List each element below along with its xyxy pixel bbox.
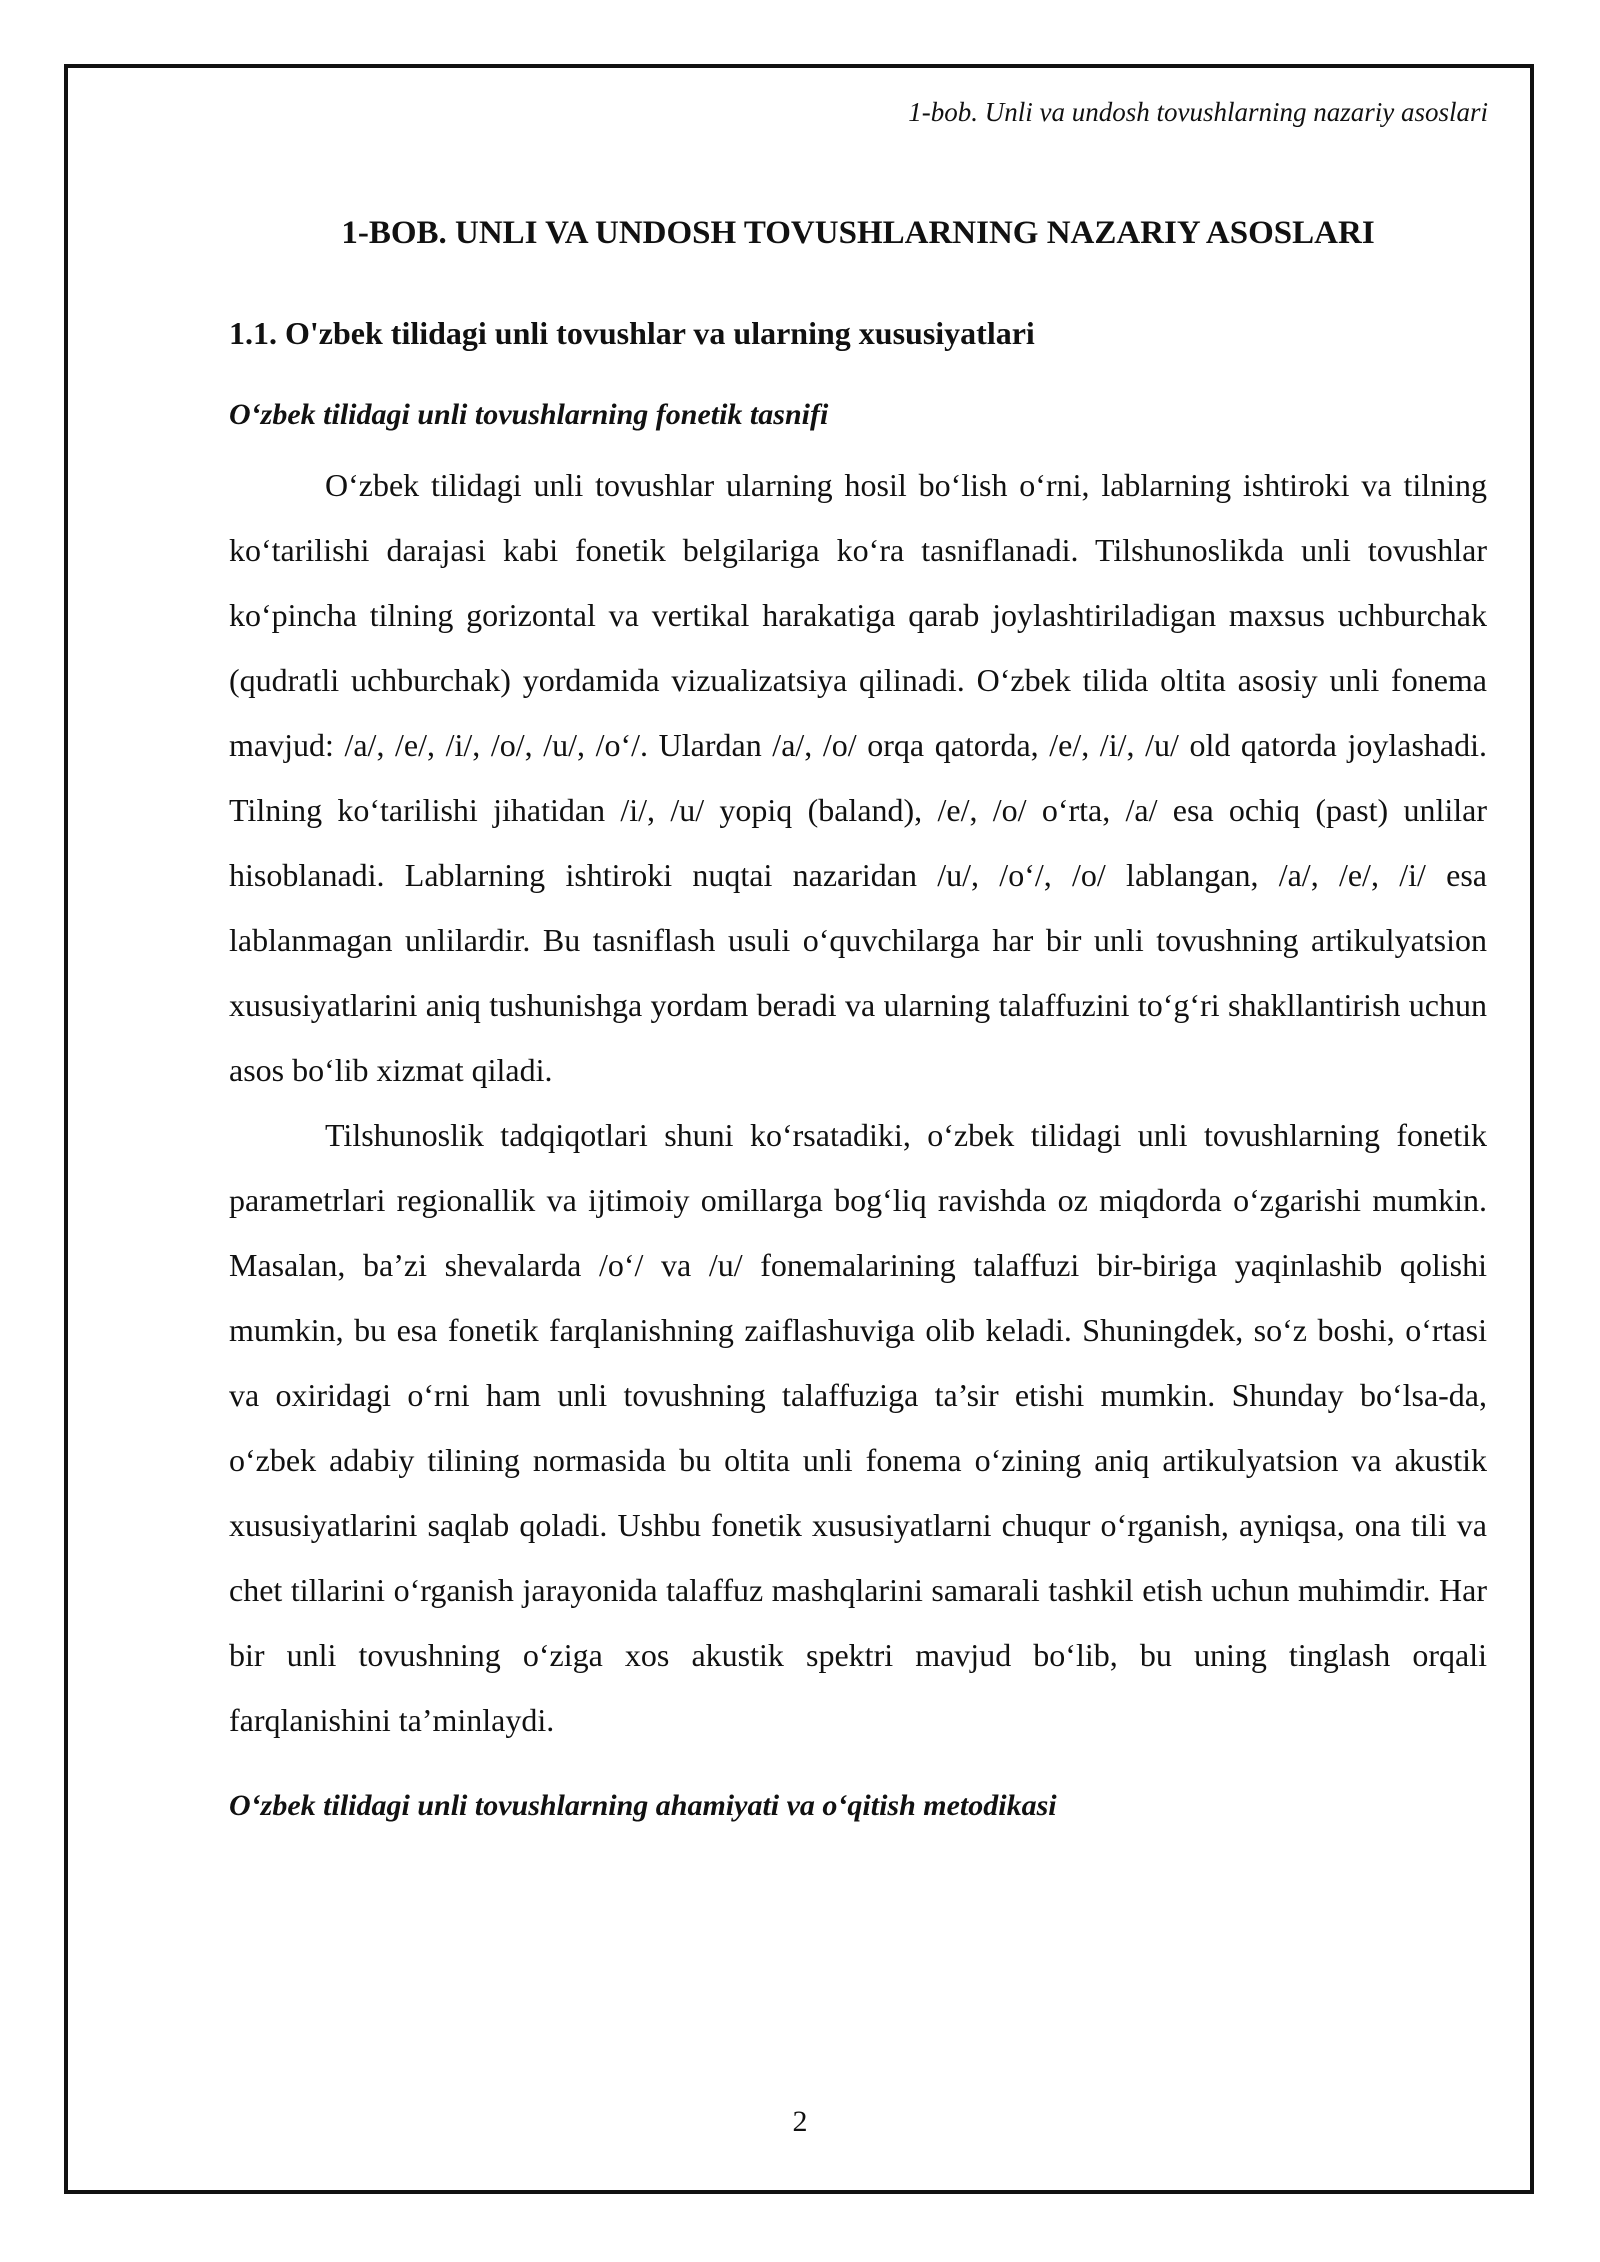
running-header: 1-bob. Unli va undosh tovushlarning nazariy asoslari (908, 97, 1488, 127)
subsection-title-teaching-methodology: O‘zbek tilidagi unli tovushlarning ahamiyati va o‘qitish metodikasi (229, 1789, 1057, 1823)
section-title: 1.1. O'zbek tilidagi unli tovushlar va ularning xususiyatlari (229, 314, 1035, 351)
chapter-title: 1-BOB. UNLI VA UNDOSH TOVUSHLARNING NAZARIY ASOSLARI (341, 215, 1375, 251)
body-paragraph: Tilshunoslik tadqiqotlari shuni ko‘rsatadiki, o‘zbek tilidagi unli tovushlarning fonetik parametrlari regionallik va ijtimoiy omillarga bog‘liq ravishda oz miqdorda o‘zgarishi mumkin. Masalan, ba’zi shevalarda /o‘/ va /u/ fonemalarining talaffuzi bir-biriga yaqinlashib qolishi mumkin, bu esa fonetik farqlanishning zaiflashuviga olib keladi. Shuningdek, so‘z boshi, o‘rtasi va oxiridagi o‘rni ham unli tovushning talaffuziga ta’sir etishi mumkin. Shunday bo‘lsa-da, o‘zbek adabiy tilining normasida bu oltita unli fonema o‘zining aniq artikulyatsion va akustik xususiyatlarini saqlab qoladi. Ushbu fonetik xususiyatlarni chuqur o‘rganish, ayniqsa, ona tili va chet tillarini o‘rganish jarayonida talaffuz mashqlarini samarali tashkil etish uchun muhimdir. Har bir unli tovushning o‘ziga xos akustik spektri mavjud bo‘lib, bu uning tinglash orqali farqlanishini ta’minlaydi. (229, 1117, 1487, 1739)
subsection-title-phonetic-classification: O‘zbek tilidagi unli tovushlarning fonetik tasnifi (229, 397, 829, 431)
body-paragraph: O‘zbek tilidagi unli tovushlar ularning hosil bo‘lish o‘rni, lablarning ishtiroki va tilning ko‘tarilishi darajasi kabi fonetik belgilariga ko‘ra tasniflanadi. Tilshunoslikda unli tovushlar ko‘pincha tilning gorizontal va vertikal harakatiga qarab joylashtiriladigan maxsus uchburchak (qudratli uchburchak) yordamida vizualizatsiya qilinadi. O‘zbek tilida oltita asosiy unli fonema mavjud: /a/, /e/, /i/, /o/, /u/, /o‘/. Ulardan /a/, /o/ orqa qatorda, /e/, /i/, /u/ old qatorda joylashadi. Tilning ko‘tarilishi jihatidan /i/, /u/ yopiq (baland), /e/, /o/ o‘rta, /a/ esa ochiq (past) unlilar hisoblanadi. Lablarning ishtiroki nuqtai nazaridan /u/, /o‘/, /o/ lablangan, /a/, /e/, /i/ esa lablanmagan unlilardir. Bu tasniflash usuli o‘quvchilarga har bir unli tovushning artikulyatsion xususiyatlarini aniq tushunishga yordam beradi va ularning talaffuzini to‘g‘ri shakllantirish uchun asos bo‘lib xizmat qiladi. (229, 467, 1487, 1089)
page-number: 2 (792, 2105, 808, 2138)
page-content (229, 214, 1487, 1845)
